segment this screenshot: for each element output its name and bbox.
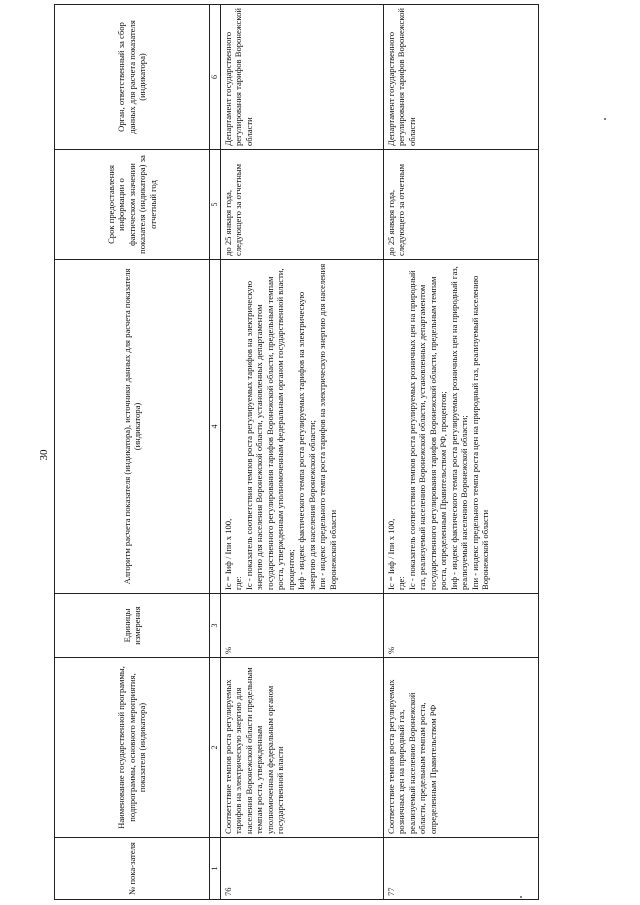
algorithm-definition: Iс - показатель соответствия темпов роста регулируемых тарифов на электрическую энергию для населения Воронежской области, установленных департаментом государственного регулирования тарифов Воронежской области, предельным темпам роста, утвержденным уполномоченным федеральным органом государственной власти, процентов;: [243, 268, 296, 590]
algorithm-definition: Iс - показатель соответствия темпов роста регулируемых розничных цен на природный газ, реализуемый населению Воронежской области, установленных департаментом государственного регулирования тарифов Воронежской области, предельным темпам роста, определенным Правительством РФ, процентов;: [406, 270, 449, 590]
row-number: 77: [384, 838, 539, 900]
page-number: 30: [38, 449, 50, 461]
indicator-responsible: Департамент государственного регулирования тарифов Воронежской области: [384, 5, 539, 150]
algorithm-where: где:: [396, 576, 407, 590]
header-deadline: Срок предоставления информации о фактическом значении показателя (индикатора) за отчетный год: [55, 150, 210, 260]
algorithm-definition: Iиф - индекс фактического темпа роста регулируемых тарифов на электрическую энергию для населения Воронежской области;: [296, 291, 317, 590]
header-unit: Единицы измерения: [55, 594, 210, 658]
indicator-name: Соответствие темпов роста регулируемых розничных цен на природный газ, реализуемый населению Воронежской области, предельным темпам роста, определенным Правительством РФ: [384, 658, 539, 838]
algorithm-definition: Iиф - индекс фактического темпа роста регулируемых розничных цен на природный газ, реализуемый населению Воронежской области;: [448, 266, 470, 590]
scan-speck: [604, 118, 606, 120]
scan-speck: [520, 896, 522, 898]
algorithm-where: где:: [233, 576, 244, 590]
row-number: 76: [221, 838, 384, 900]
table-header-row: [55, 5, 210, 900]
algorithm-formula: Iс = Iиф / Iпи х 100,: [223, 518, 233, 590]
header-algorithm: Алгоритм расчета показателя (индикатора), источники данных для расчета показателя (индикатора): [55, 260, 210, 594]
indicator-table: [54, 4, 539, 900]
indicator-deadline: до 25 января года, следующего за отчетным: [384, 150, 539, 260]
column-number: 3: [210, 594, 221, 658]
indicator-name: Соответствие темпов роста регулируемых тарифов на электрическую энергию для населения Воронежской области предельным темпам роста, утвержденным уполномоченным федеральным органом государственной власти: [221, 658, 384, 838]
indicator-unit: %: [384, 594, 539, 658]
algorithm-formula: Iс = Iиф / Iпи х 100,: [386, 518, 396, 590]
indicator-algorithm: [384, 260, 539, 594]
column-number: 4: [210, 260, 221, 594]
indicator-algorithm: [221, 260, 384, 594]
algorithm-definition: Iпи - индекс предельного темпа роста тарифов на электрическую энергию для населения Воронежской области: [317, 263, 338, 590]
column-number: 2: [210, 658, 221, 838]
table-row: [384, 5, 539, 900]
column-number: 5: [210, 150, 221, 260]
header-responsible: Орган, ответственный за сбор данных для расчета показателя (индикатора): [55, 5, 210, 150]
header-indicator-name: Наименование государственной программы, подпрограммы, основного мероприятия, показателя (индикатора): [55, 658, 210, 838]
table-row: [221, 5, 384, 900]
header-indicator-number: № пока-зателя: [55, 838, 210, 900]
column-number: 1: [210, 838, 221, 900]
indicator-unit: %: [221, 594, 384, 658]
rotated-table-wrapper: [54, 5, 534, 900]
column-number: 6: [210, 5, 221, 150]
algorithm-definition: Iпи - индекс предельного темпа роста цен на природный газ, реализуемый населению Воронежской области: [469, 275, 491, 590]
indicator-responsible: Департамент государственного регулирования тарифов Воронежской области: [221, 5, 384, 150]
column-number-row: [210, 5, 221, 900]
indicator-deadline: до 25 января года, следующего за отчетным: [221, 150, 384, 260]
